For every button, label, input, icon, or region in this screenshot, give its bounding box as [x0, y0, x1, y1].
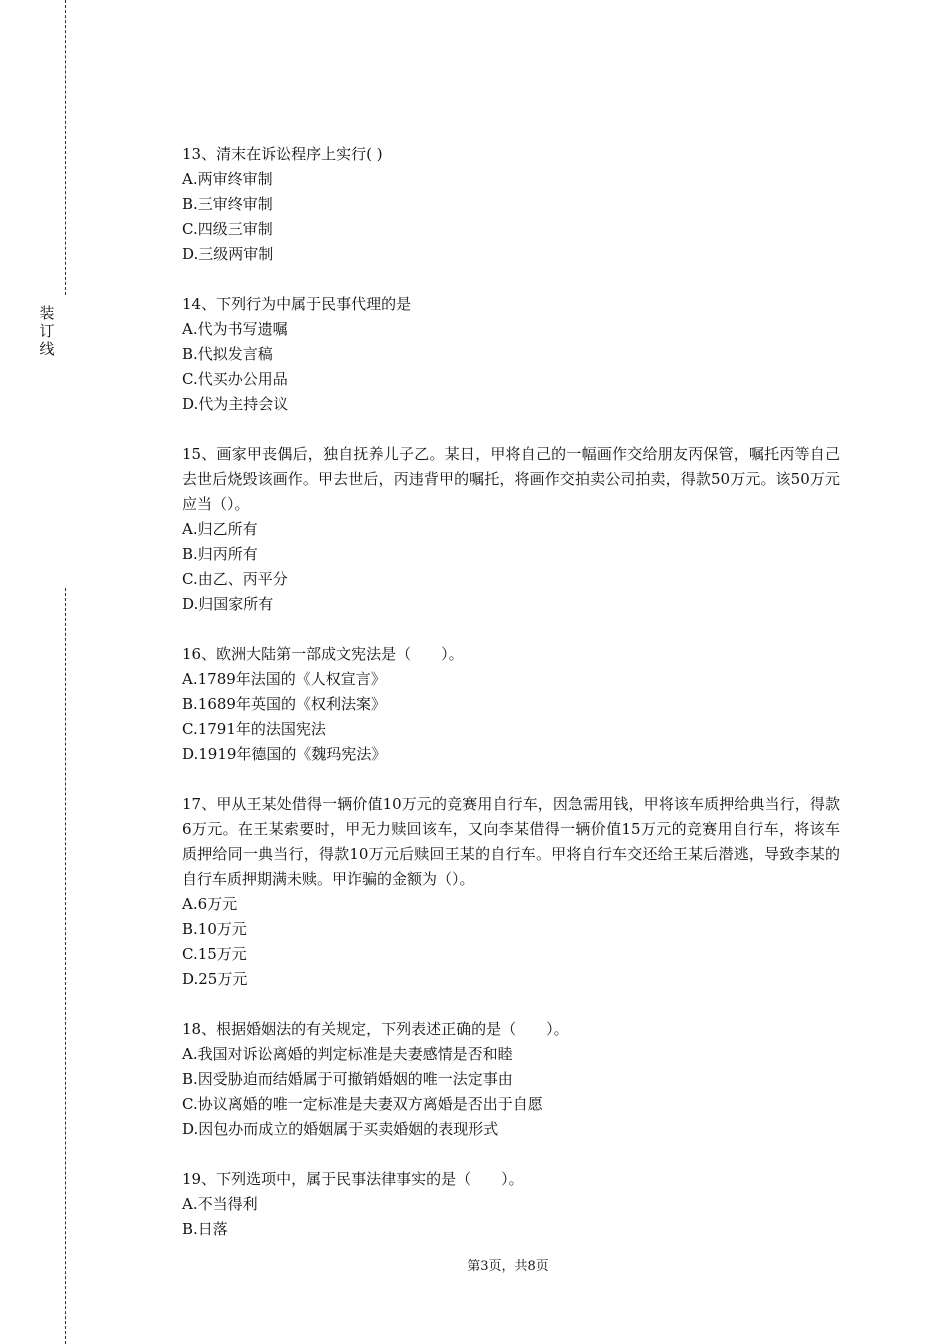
option: B.日落: [182, 1220, 228, 1238]
option: B.三审终审制: [182, 195, 273, 213]
option: A.6万元: [182, 895, 238, 913]
binding-char: 装: [39, 304, 55, 322]
option: C.1791年的法国宪法: [182, 720, 326, 738]
option: C.15万元: [182, 945, 247, 963]
option: B.归丙所有: [182, 545, 258, 563]
option: B.代拟发言稿: [182, 345, 273, 363]
option: C.代买办公用品: [182, 370, 288, 388]
option: A.1789年法国的《人权宣言》: [182, 670, 386, 688]
question-14: [182, 292, 840, 417]
question-stem: 15、画家甲丧偶后，独自抚养儿子乙。某日，甲将自己的一幅画作交给朋友丙保管，嘱托丙等自己去世后烧毁该画作。甲去世后，丙违背甲的嘱托，将画作交拍卖公司拍卖，得款50万元。该50万元应当（）。: [182, 445, 840, 513]
question-stem: 18、根据婚姻法的有关规定，下列表述正确的是（ ）。: [182, 1020, 569, 1038]
question-stem: 16、欧洲大陆第一部成文宪法是（ ）。: [182, 645, 464, 663]
option: C.协议离婚的唯一定标准是夫妻双方离婚是否出于自愿: [182, 1095, 543, 1113]
option: B.1689年英国的《权利法案》: [182, 695, 386, 713]
question-stem: 14、下列行为中属于民事代理的是: [182, 295, 412, 313]
question-17: [182, 792, 840, 992]
question-13: [182, 142, 840, 267]
option: C.由乙、丙平分: [182, 570, 288, 588]
binding-label: [38, 304, 56, 358]
option: C.四级三审制: [182, 220, 273, 238]
question-18: [182, 1017, 840, 1142]
question-list: [182, 142, 840, 1267]
option: D.代为主持会议: [182, 395, 289, 413]
binding-char: 线: [39, 340, 55, 358]
option: A.我国对诉讼离婚的判定标准是夫妻感情是否和睦: [182, 1045, 513, 1063]
option: A.归乙所有: [182, 520, 258, 538]
binding-line-top: [65, 0, 66, 295]
question-stem: 17、甲从王某处借得一辆价值10万元的竞赛用自行车，因急需用钱，甲将该车质押给典当行，得款6万元。在王某索要时，甲无力赎回该车，又向李某借得一辆价值15万元的竞赛用自行车，将该车质押给同一典当行，得款10万元后赎回王某的自行车。甲将自行车交还给王某后潜逃，导致李某的自行车质押期满未赎。甲诈骗的金额为（）。: [182, 795, 840, 888]
option: A.两审终审制: [182, 170, 273, 188]
option: D.归国家所有: [182, 595, 274, 613]
question-stem: 13、清末在诉讼程序上实行( ): [182, 145, 383, 163]
option: D.1919年德国的《魏玛宪法》: [182, 745, 387, 763]
binding-char: 订: [39, 322, 55, 340]
question-stem: 19、下列选项中，属于民事法律事实的是（ ）。: [182, 1170, 524, 1188]
question-16: [182, 642, 840, 767]
question-15: [182, 442, 840, 617]
question-19: [182, 1167, 840, 1242]
binding-line-bottom: [65, 588, 66, 1344]
option: D.因包办而成立的婚姻属于买卖婚姻的表现形式: [182, 1120, 499, 1138]
option: D.25万元: [182, 970, 248, 988]
page-footer: 第3页，共8页: [467, 1259, 549, 1274]
option: A.不当得利: [182, 1195, 258, 1213]
option: A.代为书写遗嘱: [182, 320, 288, 338]
option: B.10万元: [182, 920, 247, 938]
option: B.因受胁迫而结婚属于可撤销婚姻的唯一法定事由: [182, 1070, 513, 1088]
option: D.三级两审制: [182, 245, 274, 263]
